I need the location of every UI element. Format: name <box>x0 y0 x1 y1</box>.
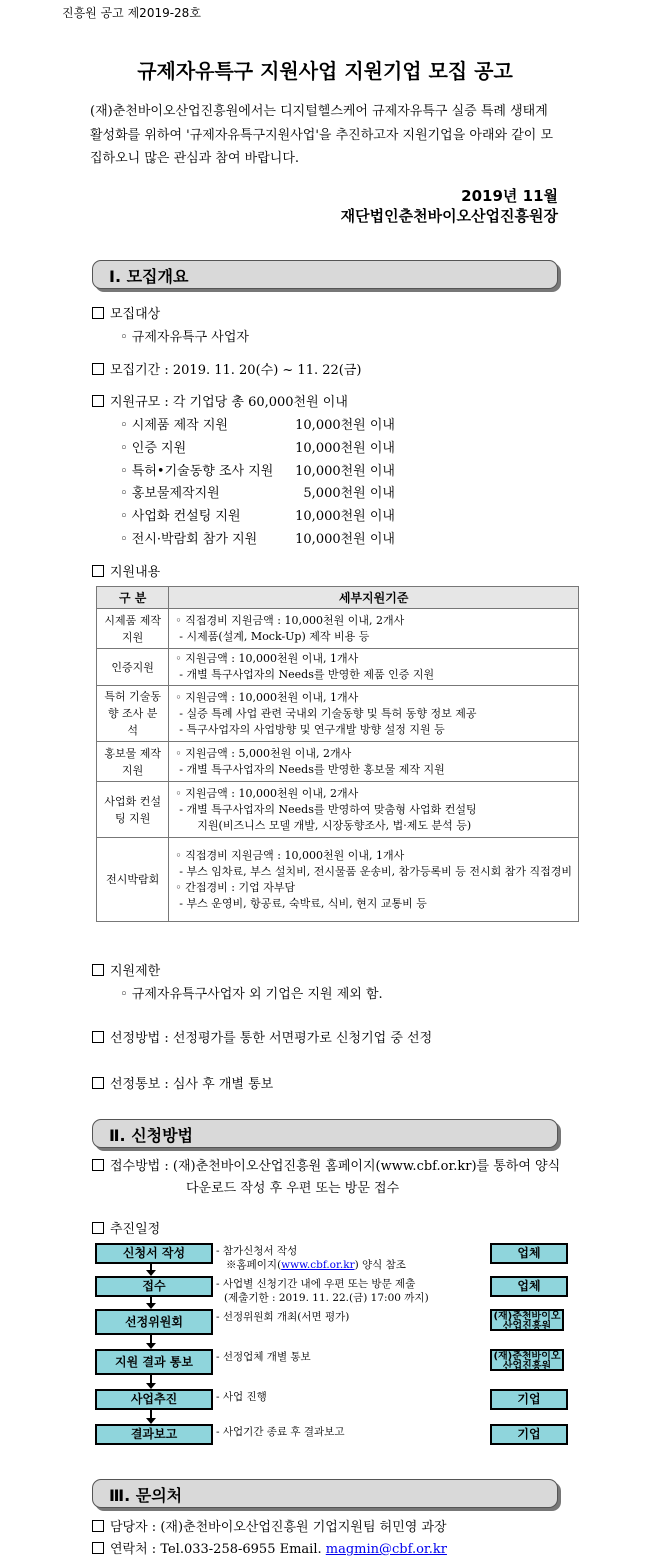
section-1-title: Ⅰ. 모집개요 <box>109 267 189 286</box>
flow-arrow-shaft <box>150 1335 152 1343</box>
flow-step-box: 사업추진 <box>95 1389 213 1410</box>
checkbox-icon <box>92 363 104 375</box>
table-detail-line: ◦ 지원금액 : 10,000천원 이내, 1개사 <box>175 690 359 704</box>
flow-step-box: 결과보고 <box>95 1424 213 1445</box>
table-detail-line: - 개별 특구사업자의 Needs를 반영한 홍보물 제작 지원 <box>179 762 445 776</box>
checkbox-icon <box>92 1031 104 1043</box>
scale-item-amount: 10,000천원 이내 <box>295 532 395 547</box>
flow-step-box: 선정위원회 <box>95 1309 213 1335</box>
table-cell-category: 홍보물 제작 지원 <box>97 742 169 782</box>
phone-line <box>92 1538 447 1557</box>
table-detail-line: - 부스 운영비, 항공료, 숙박료, 식비, 현지 교통비 등 <box>179 896 427 910</box>
scale-item-name: ◦ 인증 지원 <box>120 440 187 456</box>
flow-step-desc-line: - 사업기간 종료 후 결과보고 <box>216 1426 345 1438</box>
flow-step-description <box>216 1277 429 1305</box>
checkbox-icon <box>92 1222 104 1234</box>
table-detail-line: - 특구사업자의 사업방향 및 연구개발 방향 설정 지원 등 <box>179 722 445 736</box>
target-item: ◦ 규제자유특구 사업자 <box>120 330 249 345</box>
table-detail-line: ◦ 직접경비 지원금액 : 10,000천원 이내, 2개사 <box>175 613 405 627</box>
phone-text: 연락처 : Tel.033-258-6955 Email. <box>110 1542 322 1557</box>
flow-step-owner: 기업 <box>490 1424 568 1445</box>
section-3-title: Ⅲ. 문의처 <box>109 1486 183 1505</box>
scale-item-amount: 10,000천원 이내 <box>295 509 395 525</box>
table-header-row <box>97 587 579 609</box>
flow-step-box: 신청서 작성 <box>95 1243 213 1264</box>
restriction-heading <box>92 960 160 979</box>
flow-step-description <box>216 1244 406 1272</box>
table-detail-line: ◦ 간접경비 : 기업 자부담 <box>175 880 296 894</box>
scale-item-amount: 10,000천원 이내 <box>295 418 395 433</box>
flow-step-desc-line: - 사업 진행 <box>216 1391 267 1403</box>
table-header-detail: 세부지원기준 <box>169 587 579 609</box>
flow-step-owner: 기업 <box>490 1389 568 1410</box>
table-cell-category: 전시박람회 <box>97 838 169 922</box>
table-cell-category: 특허 기술동향 조사 분석 <box>97 686 169 742</box>
intro-paragraph: (재)춘천바이오산업진흥원에서는 디지털헬스케어 규제자유특구 실증 특례 생태계 활성화를 위하여 '규제자유특구지원사업'을 추진하고자 지원기업을 아래와 같이 모집하오니 많은 관심과 참여 바랍니다. <box>90 104 554 166</box>
table-detail-line: - 개별 특구사업자의 Needs를 반영하여 맞춤형 사업화 컨설팅 <box>179 802 477 816</box>
flow-step-desc-line: - 참가신청서 작성 <box>216 1245 298 1257</box>
table-cell-detail <box>169 649 579 686</box>
homepage-link[interactable]: www.cbf.or.kr <box>281 1259 355 1271</box>
flow-step-owner: 업체 <box>490 1243 568 1264</box>
table-detail-line: ◦ 지원금액 : 10,000천원 이내, 2개사 <box>175 786 359 800</box>
table-detail-line: ◦ 지원금액 : 10,000천원 이내, 1개사 <box>175 652 359 665</box>
announcement-date: 2019년 11월 <box>461 187 558 205</box>
notification-line <box>92 1073 273 1092</box>
schedule-label: 추진일정 <box>110 1222 161 1237</box>
table-cell-detail <box>169 782 579 838</box>
table-row <box>97 782 579 838</box>
organization-name: 재단법인춘천바이오산업진흥원장 <box>340 207 558 225</box>
flow-step-desc-line: - 선정업체 개별 통보 <box>216 1351 311 1363</box>
method-text: 접수방법 : (재)춘천바이오산업진흥원 홈페이지(www.cbf.or.kr)를 통하여 양식 <box>110 1159 561 1174</box>
table-header-category: 구 분 <box>97 587 169 609</box>
period-line <box>92 359 361 378</box>
flow-note-prefix: ※홈페이지( <box>226 1259 282 1271</box>
flow-step-desc-line: - 선정위원회 개최(서면 평가) <box>216 1311 350 1323</box>
support-table <box>96 586 579 922</box>
flow-step-description <box>216 1350 311 1364</box>
target-heading <box>92 303 160 322</box>
method-line-2: 다운로드 작성 후 우편 또는 방문 접수 <box>186 1181 400 1196</box>
flow-step-description <box>216 1425 344 1439</box>
checkbox-icon <box>92 1159 104 1171</box>
contact-text: 담당자 : (재)춘천바이오산업진흥원 기업지원팀 허민영 과장 <box>110 1520 447 1535</box>
flow-step-description <box>216 1390 267 1404</box>
table-detail-line: 지원(비즈니스 모델 개발, 시장동향조사, 법·제도 분석 등) <box>197 818 472 832</box>
flow-step-desc-line <box>216 1258 406 1272</box>
table-cell-category: 인증지원 <box>97 649 169 686</box>
notification-text: 선정통보 : 심사 후 개별 통보 <box>110 1077 274 1092</box>
restriction-item: ◦ 규제자유특구사업자 외 기업은 지원 제외 함. <box>120 987 383 1002</box>
flow-step-owner: (재)춘천바이오산업진흥원 <box>490 1349 564 1371</box>
flow-arrow-shaft <box>150 1410 152 1418</box>
period-text: 모집기간 : 2019. 11. 20(수) ~ 11. 22(금) <box>110 363 362 378</box>
checkbox-icon <box>92 964 104 976</box>
scale-item-name: ◦ 전시·박람회 참가 지원 <box>120 532 258 547</box>
table-row <box>97 686 579 742</box>
flow-arrow-shaft <box>150 1375 152 1383</box>
flow-step-owner: 업체 <box>490 1276 568 1297</box>
section-1-header <box>92 260 558 289</box>
table-row <box>97 838 579 922</box>
target-label: 모집대상 <box>110 307 161 322</box>
table-cell-detail <box>169 686 579 742</box>
checkbox-icon <box>92 395 104 407</box>
checkbox-icon <box>92 1542 104 1554</box>
scale-item-amount: 10,000천원 이내 <box>295 440 395 456</box>
checkbox-icon <box>92 307 104 319</box>
table-detail-line: ◦ 직접경비 지원금액 : 10,000천원 이내, 1개사 <box>175 848 405 862</box>
flow-step-box: 지원 결과 통보 <box>95 1349 213 1375</box>
table-cell-detail <box>169 838 579 922</box>
method-line <box>92 1155 560 1174</box>
flow-step-box: 접수 <box>95 1276 213 1297</box>
table-cell-category: 사업화 컨설팅 지원 <box>97 782 169 838</box>
restriction-label: 지원제한 <box>110 964 161 979</box>
table-detail-line: ◦ 지원금액 : 5,000천원 이내, 2개사 <box>175 746 352 760</box>
email-link[interactable]: magmin@cbf.or.kr <box>325 1542 447 1557</box>
table-detail-line: - 시제품(설계, Mock-Up) 제작 비용 등 <box>179 629 370 643</box>
table-cell-category: 시제품 제작 지원 <box>97 609 169 649</box>
table-row <box>97 609 579 649</box>
flow-note-suffix: ) 양식 참조 <box>354 1259 406 1271</box>
checkbox-icon <box>92 1077 104 1089</box>
page-title: 규제자유특구 지원사업 지원기업 모집 공고 <box>137 59 513 83</box>
content-heading <box>92 561 160 580</box>
flow-step-desc-line: - 사업별 신청기간 내에 우편 또는 방문 제출 <box>216 1278 416 1290</box>
scale-item-amount: 5,000천원 이내 <box>303 486 395 502</box>
scale-item-name: ◦ 홍보물제작지원 <box>120 486 220 502</box>
content-label: 지원내용 <box>110 565 161 580</box>
section-2-title: Ⅱ. 신청방법 <box>109 1126 194 1145</box>
checkbox-icon <box>92 1520 104 1532</box>
scale-item-name: ◦ 특허•기술동향 조사 지원 <box>120 463 274 479</box>
table-row <box>97 742 579 782</box>
table-row <box>97 649 579 686</box>
table-detail-line: - 실증 특례 사업 관련 국내외 기술동향 및 특허 동향 정보 제공 <box>179 706 477 720</box>
scale-line <box>92 391 348 410</box>
notice-number: 진흥원 공고 제2019-28호 <box>62 6 201 20</box>
scale-item-name: ◦ 사업화 컨설팅 지원 <box>120 509 241 525</box>
checkbox-icon <box>92 565 104 577</box>
table-cell-detail <box>169 609 579 649</box>
table-detail-line: - 부스 임차료, 부스 설치비, 전시물품 운송비, 참가등록비 등 전시회 참가 직접경비 <box>179 864 572 878</box>
scale-text: 지원규모 : 각 기업당 총 60,000천원 이내 <box>110 395 348 410</box>
flow-step-description <box>216 1310 349 1324</box>
scale-item-name: ◦ 시제품 제작 지원 <box>120 418 228 433</box>
flow-step-owner: (재)춘천바이오산업진흥원 <box>490 1309 564 1331</box>
section-3-header <box>92 1479 558 1508</box>
selection-line <box>92 1027 432 1046</box>
section-2-header <box>92 1119 558 1148</box>
table-cell-detail <box>169 742 579 782</box>
contact-line <box>92 1516 447 1535</box>
table-detail-line: - 개별 특구사업자의 Needs를 반영한 제품 인증 지원 <box>179 668 435 681</box>
selection-text: 선정방법 : 선정평가를 통한 서면평가로 신청기업 중 선정 <box>110 1031 433 1046</box>
schedule-heading <box>92 1218 160 1237</box>
flow-step-desc-line: (제출기한 : 2019. 11. 22.(금) 17:00 까지) <box>224 1292 429 1304</box>
scale-item-amount: 10,000천원 이내 <box>295 463 395 479</box>
